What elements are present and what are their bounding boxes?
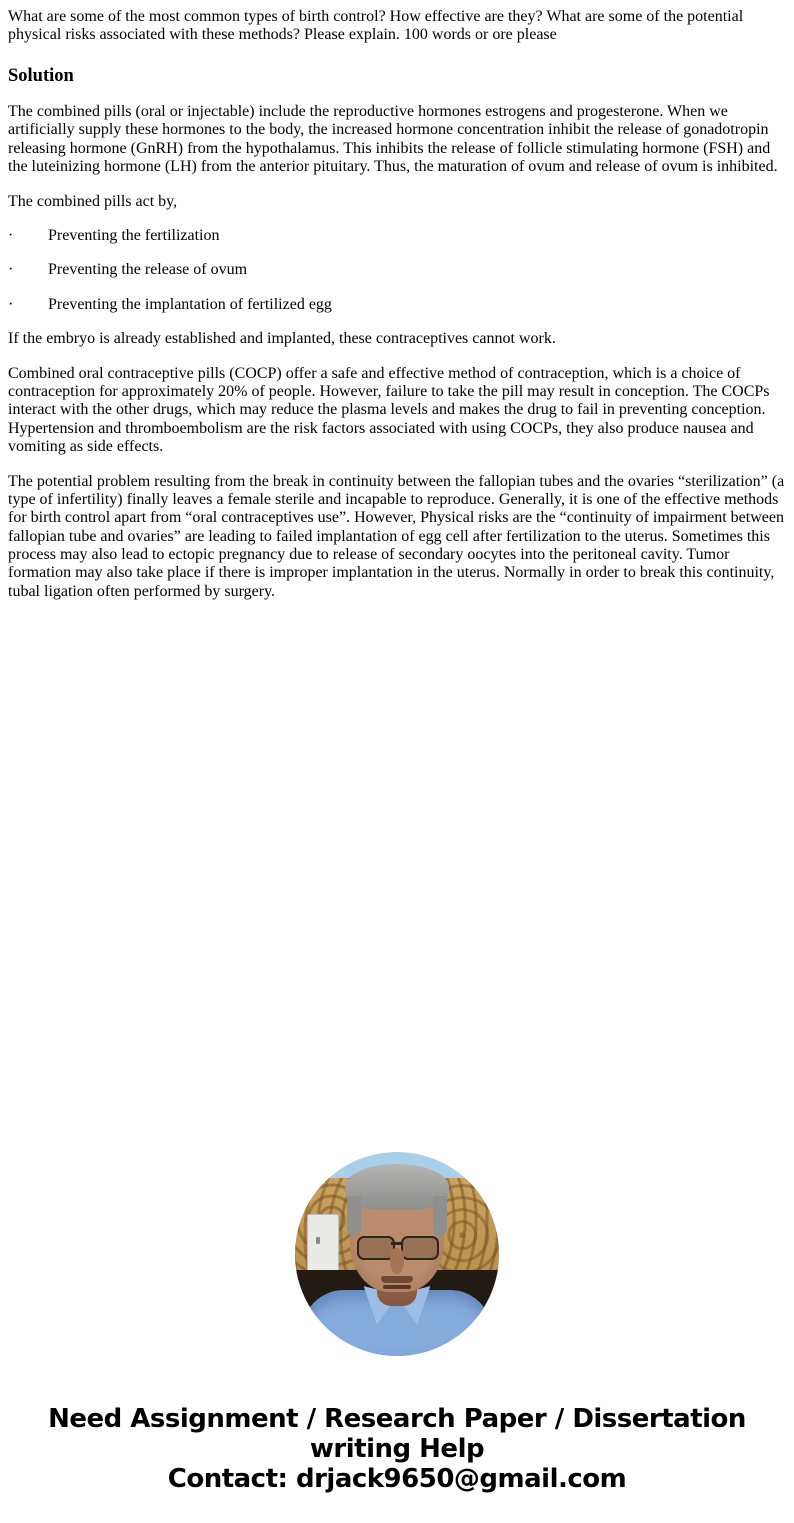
bullet-text: Preventing the release of ovum (48, 261, 248, 279)
question-text: What are some of the most common types of birth control? How effective are they? What are some of the potential physical risks associated with these methods? Please explain. 100 words or ore please (8, 8, 744, 44)
bullet-marker: · (8, 261, 14, 279)
paragraph-sterilization: The potential problem resulting from the break in continuity between the fallopian tubes and the ovaries “sterilization” (a type of infertility) finally leaves a female sterile and incapable to reproduce. Generally, it is one of the effective methods for birth control apart from “oral contraceptives use”. However, Physical risks are the “continuity of impairment between fallopian tube and ovaries” are leading to failed implantation of egg cell after fertilization to the uterus. Sometimes this process may also lead to ectopic pregnancy due to release of secondary oocytes into the peritoneal cavity. Tumor formation may also take place if there is improper implantation in the uterus. Normally in order to break this continuity, tubal ligation often performed by surgery. (8, 472, 785, 600)
bullet-item-ovum-release (8, 261, 786, 279)
bullet-item-implantation (8, 296, 786, 314)
vertical-spacer (8, 617, 786, 1152)
solution-heading: Solution (8, 65, 74, 86)
mouth (383, 1285, 411, 1289)
glasses-right-lens (401, 1236, 439, 1260)
bullet-text: Preventing the fertilization (48, 227, 220, 244)
paragraph-combined-pills: The combined pills (oral or injectable) include the reproductive hormones estrogens and progesterone. When we artificially supply these hormones to the body, the increased hormone concentration inhibit the release of gonadotropin releasing hormone (GnRH) from the hypothalamus. This inhibits the release of follicle stimulating hormone (FSH) and the luteinizing hormone (LH) from the anterior pituitary. Thus, the maturation of ovum and release of ovum is inhibited. (8, 103, 778, 176)
bullet-marker: · (8, 295, 14, 313)
hair-side-right (433, 1196, 447, 1236)
switch-dot (316, 1237, 320, 1244)
footer-line-writing-help: writing Help (309, 1434, 485, 1465)
mustache (381, 1276, 413, 1283)
paragraph-cocp: Combined oral contraceptive pills (COCP) offer a safe and effective method of contraception, which is a choice of contraception for approximately 20% of people. However, failure to take the pill may result in conception. The COCPs interact with the other drugs, which may reduce the plasma levels and makes the drug to fail in preventing conception. Hypertension and thromboembolism are the risk factors associated with using COCPs, they also produce nausea and vomiting as side effects. (8, 364, 770, 456)
bullet-text: Preventing the implantation of fertilized egg (48, 295, 332, 313)
paragraph-act-by: The combined pills act by, (8, 192, 178, 210)
footer-banner (8, 1404, 786, 1494)
paragraph-embryo: If the embryo is already established and implanted, these contraceptives cannot work. (8, 330, 556, 348)
bullet-marker: · (8, 227, 14, 244)
glasses-bridge (391, 1242, 403, 1245)
avatar-row (8, 1152, 786, 1356)
tutor-photo (295, 1152, 499, 1356)
bullet-item-fertilization (8, 227, 786, 245)
footer-contact-email: Contact: drjack9650@gmail.com (167, 1464, 627, 1495)
switch-plate (307, 1214, 339, 1278)
hair-side-left (347, 1196, 361, 1236)
footer-line-services: Need Assignment / Research Paper / Dissertation (48, 1404, 746, 1435)
